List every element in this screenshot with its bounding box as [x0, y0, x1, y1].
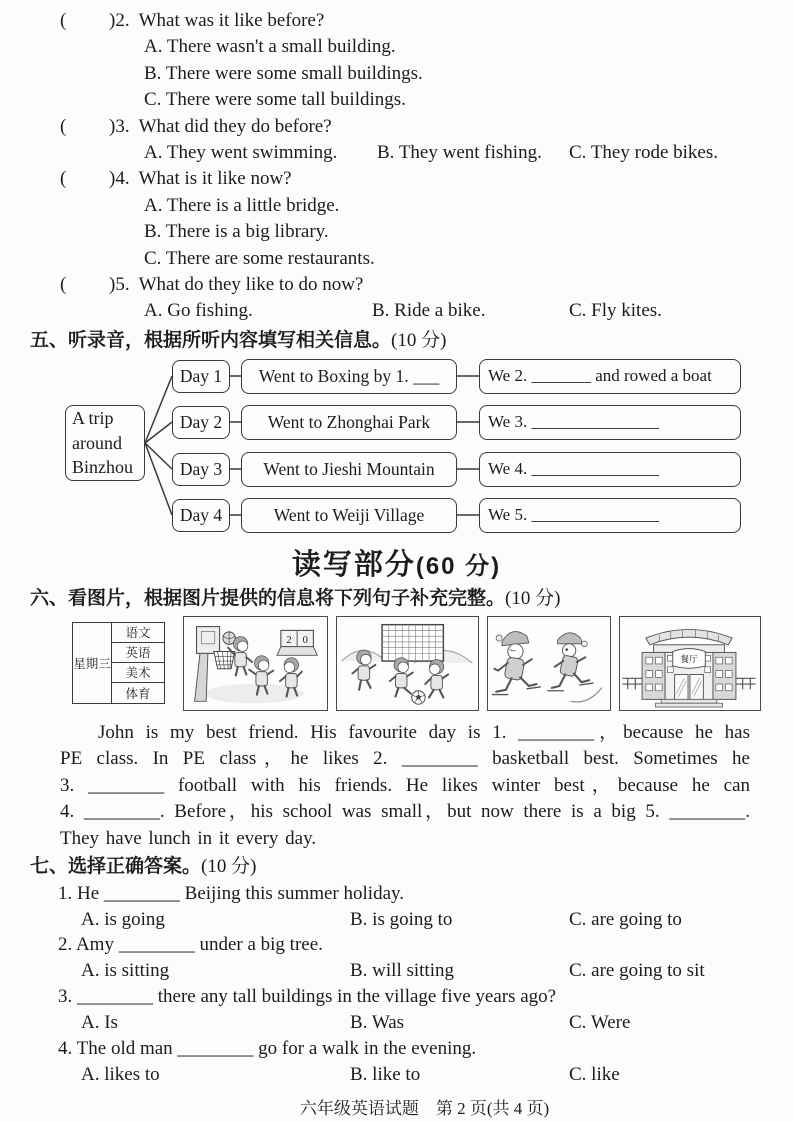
question-3: 3. ________ there any tall buildings in the village five years ago?	[58, 986, 557, 1008]
restaurant-sign: 餐厅	[680, 653, 698, 664]
day2-box: Day 2	[172, 406, 230, 439]
option-b: B. Ride a bike.	[372, 300, 486, 322]
skating-image	[487, 616, 611, 711]
timetable-subject: 英语	[112, 643, 164, 663]
restaurant-image	[619, 616, 761, 711]
heading-score: (10 分)	[391, 329, 447, 351]
day3-box: Day 3	[172, 453, 230, 486]
day1-place-box: Went to Boxing by 1. ___	[241, 359, 457, 394]
kid-skater	[492, 631, 540, 694]
kid-figure	[425, 659, 448, 697]
option-b: B. like to	[350, 1063, 421, 1085]
options-row	[0, 958, 793, 984]
section6-heading	[0, 585, 793, 613]
heading-text: 六、看图片，根据图片提供的信息将下列句子补充完整。	[30, 587, 506, 609]
options-row	[0, 298, 793, 324]
question-text: What was it like before?	[138, 10, 325, 31]
cloze-line: 3. ________ football with his friends. He likes winter best，because he can	[60, 774, 750, 796]
score-digit: 0	[302, 634, 308, 646]
question-text: What is it like now?	[138, 168, 292, 190]
option-b: B. They went fishing.	[377, 141, 542, 163]
day1-box: Day 1	[172, 360, 230, 393]
option-c: C. There are some restaurants.	[144, 247, 375, 269]
page-footer: 六年级英语试题 第 2 页(共 4 页)	[299, 1098, 550, 1118]
basketball-image	[183, 616, 328, 711]
option-a: A. There wasn't a small building.	[144, 36, 396, 58]
kid-figure	[390, 657, 413, 696]
football-icon	[412, 690, 425, 703]
option-a: A. Is	[81, 1012, 118, 1034]
football-image	[336, 616, 479, 711]
cloze-line: John is my best friend. His favourite day is 1. ________，because he has	[98, 721, 750, 743]
option-b: B. There is a big library.	[144, 221, 329, 243]
cloze-line: 4. ________. Before，his school was small，but now there is a big 5. ________.	[60, 801, 750, 823]
question-text: What did they do before?	[138, 115, 332, 137]
scoreboard	[277, 630, 317, 655]
heading-score: (10 分)	[201, 855, 257, 877]
option-c: C. There were some tall buildings.	[144, 89, 406, 111]
question-line-4	[0, 166, 793, 192]
reading-part-banner	[0, 545, 793, 585]
question-line-5	[0, 272, 793, 298]
options-row	[0, 907, 793, 933]
day4-place-box: Went to Weiji Village	[241, 498, 457, 533]
question-line-3	[0, 114, 793, 140]
cloze-paragraph	[60, 720, 750, 853]
question-number: )3.	[109, 115, 130, 137]
goal-icon	[382, 624, 443, 660]
multiple-choice-section	[0, 853, 793, 1088]
answer-paren: (	[60, 115, 67, 137]
question-4: 4. The old man ________ go for a walk in the evening.	[58, 1038, 477, 1059]
option-b: B. is going to	[350, 908, 453, 930]
options-row	[0, 140, 793, 166]
timetable-image	[72, 622, 165, 704]
question-1: 1. He ________ Beijing this summer holiday.	[58, 882, 405, 904]
option-a: A. There is a little bridge.	[144, 194, 340, 216]
option-b: B. will sitting	[350, 960, 454, 982]
option-c: C. Fly kites.	[569, 300, 662, 322]
day1-result-box: We 2. _______ and rowed a boat	[479, 359, 741, 394]
score-digit: 2	[286, 634, 292, 646]
banner-score: (60 分)	[415, 552, 502, 580]
options-row	[0, 1062, 793, 1088]
option-a: A. They went swimming.	[144, 141, 338, 163]
answer-paren: (	[60, 273, 67, 295]
day2-place-box: Went to Zhonghai Park	[241, 405, 457, 440]
question-number: )4.	[109, 168, 130, 190]
timetable-subject: 美术	[112, 663, 164, 683]
option-a: A. Go fishing.	[144, 300, 253, 322]
timetable-day: 星期三	[73, 623, 112, 703]
options-row	[0, 1010, 793, 1036]
option-c: C. are going to	[569, 908, 682, 930]
section5-heading	[0, 327, 793, 355]
cloze-line: PE class. In PE class，he likes 2. ________ basketball best. Sometimes he	[60, 748, 750, 770]
timetable-subject: 语文	[112, 623, 164, 643]
timetable-subject: 体育	[125, 686, 151, 701]
question-text: What do they like to do now?	[138, 273, 364, 295]
heading-text: 七、选择正确答案。	[30, 855, 202, 877]
trip-title-box: A trip around Binzhou	[65, 405, 145, 481]
day3-place-box: Went to Jieshi Mountain	[241, 452, 457, 487]
answer-paren: (	[60, 10, 67, 31]
option-a: A. is going	[81, 908, 165, 930]
option-a: A. is sitting	[81, 960, 170, 982]
heading-score: (10 分)	[505, 587, 561, 609]
option-b: B. Was	[350, 1012, 405, 1034]
section7-heading	[0, 853, 793, 881]
restaurant-building-icon	[623, 629, 755, 707]
cloze-line: They have lunch in it every day.	[60, 828, 317, 850]
option-c: C. Were	[569, 1012, 631, 1034]
kid-skater	[548, 632, 593, 690]
day4-box: Day 4	[172, 499, 230, 532]
question-number: )5.	[109, 273, 130, 295]
option-b: B. There were some small buildings.	[144, 62, 423, 84]
ice-trail	[571, 688, 602, 702]
question-line-2	[0, 8, 793, 34]
heading-text: 五、听录音，根据所听内容填写相关信息。	[30, 329, 392, 351]
option-c: C. are going to sit	[569, 960, 705, 982]
option-c: C. like	[569, 1063, 620, 1085]
listening-choice-section	[0, 0, 793, 325]
answer-paren: (	[60, 168, 67, 190]
day2-result-box: We 3. _______________	[479, 405, 741, 440]
option-a: A. likes to	[81, 1063, 160, 1085]
option-c: C. They rode bikes.	[569, 141, 718, 163]
day3-result-box: We 4. _______________	[479, 452, 741, 487]
day4-result-box: We 5. _______________	[479, 498, 741, 533]
banner-title: 读写部分	[291, 548, 416, 581]
picture-row	[72, 616, 793, 713]
question-number: )2.	[109, 10, 130, 31]
trip-diagram	[0, 355, 793, 541]
question-2: 2. Amy ________ under a big tree.	[58, 934, 323, 956]
